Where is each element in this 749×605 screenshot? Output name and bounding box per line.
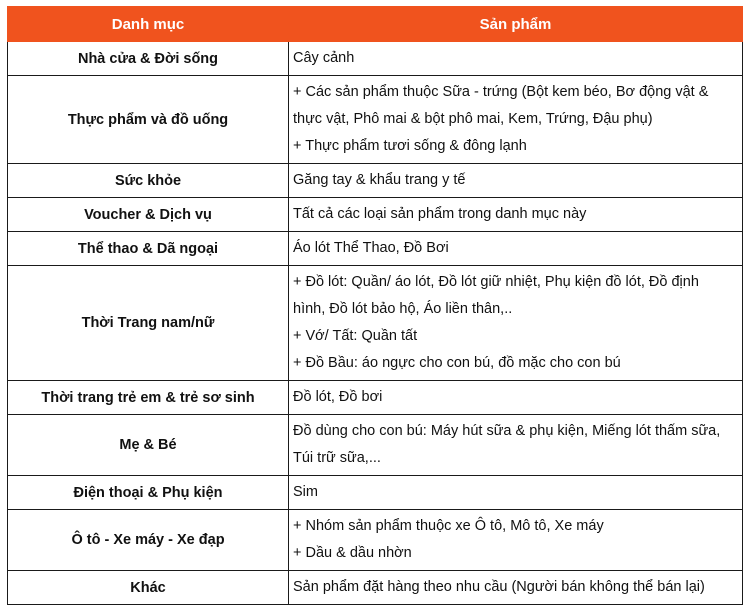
row-products	[289, 571, 743, 605]
table-row	[8, 198, 743, 232]
header-products: Sản phẩm	[289, 7, 743, 42]
row-category: Thời Trang nam/nữ	[8, 266, 289, 381]
header-category: Danh mục	[8, 7, 289, 42]
row-products	[289, 76, 743, 164]
row-category: Điện thoại & Phụ kiện	[8, 476, 289, 510]
row-products	[289, 232, 743, 266]
product-line: + Thực phẩm tươi sống & đông lạnh	[293, 138, 527, 154]
product-line: + Vớ/ Tất: Quần tất	[293, 328, 418, 344]
product-line: Áo lót Thể Thao, Đồ Bơi	[293, 240, 449, 256]
row-category: Thực phẩm và đồ uống	[8, 76, 289, 164]
row-category: Mẹ & Bé	[8, 415, 289, 476]
row-products	[289, 415, 743, 476]
table-row	[8, 76, 743, 164]
row-products	[289, 476, 743, 510]
row-products	[289, 198, 743, 232]
product-line: Găng tay & khẩu trang y tế	[293, 172, 466, 188]
table-row	[8, 510, 743, 571]
product-line: Đồ lót, Đồ bơi	[293, 389, 383, 405]
product-line: hình, Đồ lót bảo hộ, Áo liền thân,..	[293, 301, 513, 317]
product-line: Tất cả các loại sản phẩm trong danh mục này	[293, 206, 587, 222]
table-row	[8, 164, 743, 198]
row-category: Ô tô - Xe máy - Xe đạp	[8, 510, 289, 571]
row-category: Sức khỏe	[8, 164, 289, 198]
row-category: Khác	[8, 571, 289, 605]
product-line: Cây cảnh	[293, 50, 355, 66]
product-line: + Đồ Bầu: áo ngực cho con bú, đồ mặc cho con bú	[293, 355, 621, 371]
row-products	[289, 510, 743, 571]
product-line: + Dầu & dầu nhờn	[293, 545, 412, 561]
table-row	[8, 42, 743, 76]
row-products	[289, 42, 743, 76]
row-products	[289, 164, 743, 198]
row-category: Voucher & Dịch vụ	[8, 198, 289, 232]
row-category: Nhà cửa & Đời sống	[8, 42, 289, 76]
row-category: Thể thao & Dã ngoại	[8, 232, 289, 266]
row-products	[289, 381, 743, 415]
table-row	[8, 266, 743, 381]
table-row	[8, 232, 743, 266]
table-row	[8, 476, 743, 510]
product-line: Sản phẩm đặt hàng theo nhu cầu (Người bán không thể bán lại)	[293, 579, 705, 595]
row-category: Thời trang trẻ em & trẻ sơ sinh	[8, 381, 289, 415]
table-header-row	[8, 7, 743, 42]
table-row	[8, 381, 743, 415]
category-product-table	[7, 6, 743, 605]
row-products	[289, 266, 743, 381]
table-row	[8, 415, 743, 476]
product-line: + Các sản phẩm thuộc Sữa - trứng (Bột kem béo, Bơ động vật &	[293, 84, 709, 100]
product-line: Túi trữ sữa,...	[293, 450, 381, 466]
product-line: Sim	[293, 484, 318, 500]
table-row	[8, 571, 743, 605]
product-line: thực vật, Phô mai & bột phô mai, Kem, Trứng, Đậu phụ)	[293, 111, 653, 127]
product-line: Đồ dùng cho con bú: Máy hút sữa & phụ kiện, Miếng lót thấm sữa,	[293, 423, 721, 439]
product-line: + Nhóm sản phẩm thuộc xe Ô tô, Mô tô, Xe máy	[293, 518, 604, 534]
product-line: + Đồ lót: Quần/ áo lót, Đồ lót giữ nhiệt, Phụ kiện đồ lót, Đồ định	[293, 274, 699, 290]
